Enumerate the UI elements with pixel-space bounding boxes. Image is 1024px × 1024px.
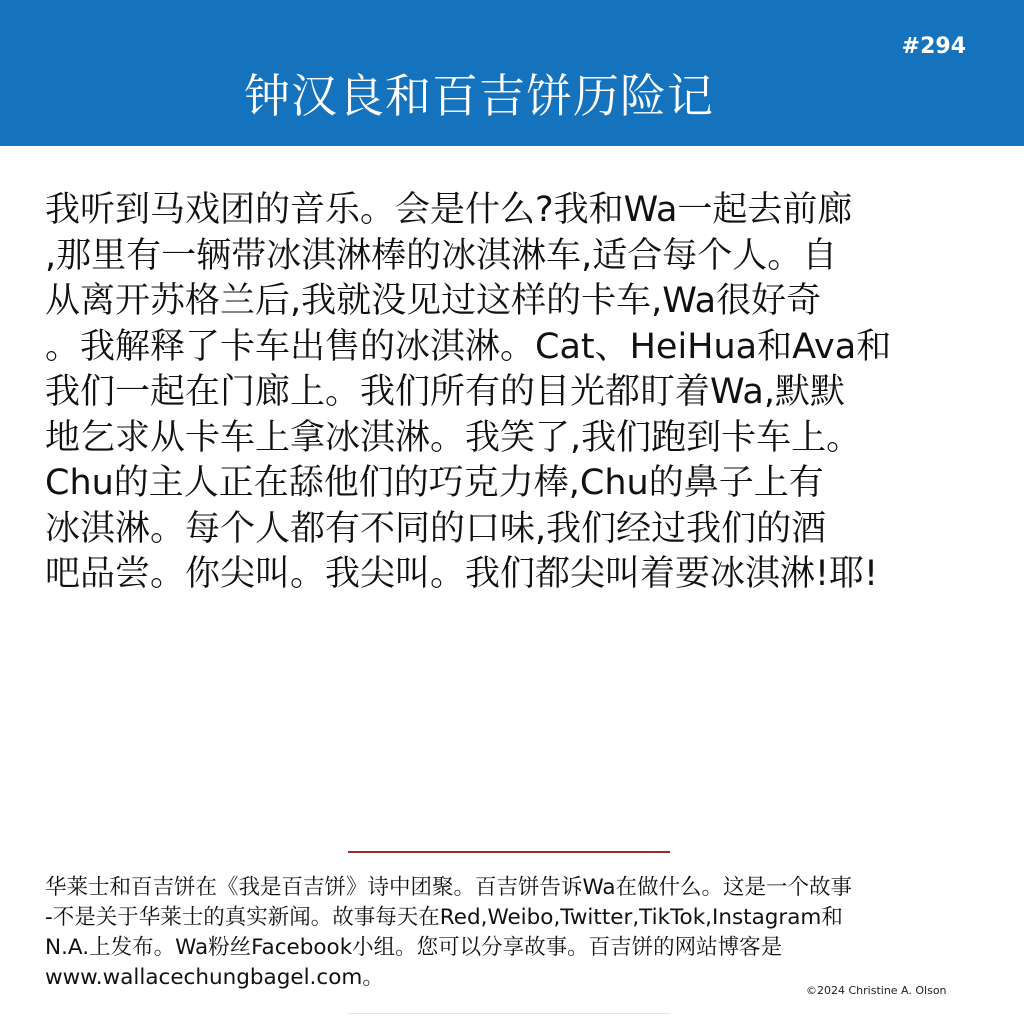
header-banner <box>0 0 1024 146</box>
episode-number: #294 <box>901 34 966 59</box>
copyright-text: ©2024 Christine A. Olson <box>806 984 947 997</box>
footer-note: 华莱士和百吉饼在《我是百吉饼》诗中团聚。百吉饼告诉Wa在做什么。这是一个故事 -不是关于华莱士的真实新闻。故事每天在Red,Weibo,Twitter,TikTok,Instagram和 N.A.上发布。Wa粉丝Facebook小组。您可以分享故事。百吉饼的网站博客是 www.wallacechungbagel.com。 <box>45 875 853 990</box>
bottom-divider <box>348 1013 670 1014</box>
page-title: 钟汉良和百吉饼历险记 <box>244 69 714 123</box>
divider-line <box>348 851 670 853</box>
story-text: 我听到马戏团的音乐。会是什么?我和Wa一起去前廊 ,那里有一辆带冰淇淋棒的冰淇淋车,适合每个人。自 从离开苏格兰后,我就没见过这样的卡车,Wa很好奇 。我解释了卡车出售的冰淇淋。Cat、HeiHua和Ava和 我们一起在门廊上。我们所有的目光都盯着Wa,默默 地乞求从卡车上拿冰淇淋。我笑了,我们跑到卡车上。 Chu的主人正在舔他们的巧克力棒,Chu的鼻子上有 冰淇淋。每个人都有不同的口味,我们经过我们的酒 吧品尝。你尖叫。我尖叫。我们都尖叫着要冰淇淋!耶! <box>45 190 892 594</box>
